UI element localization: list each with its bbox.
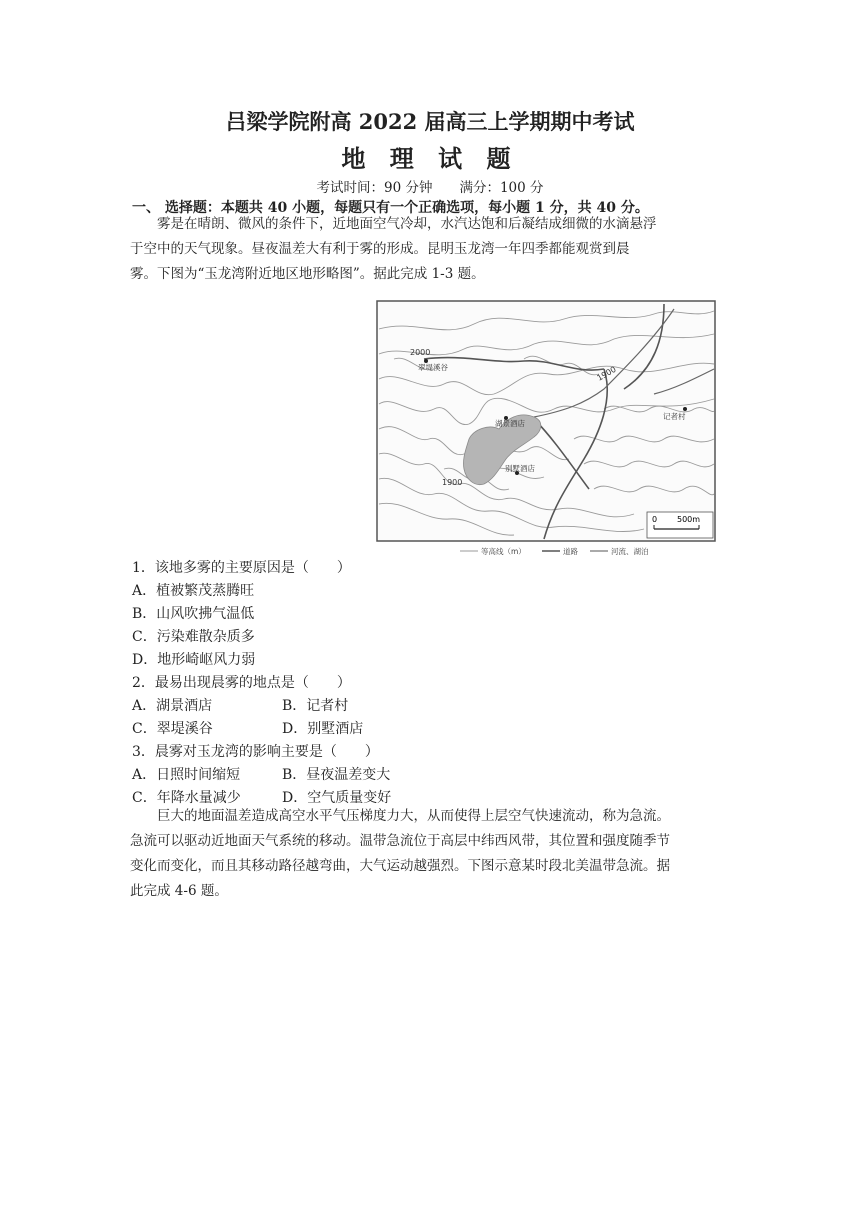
passage-line: 急流可以驱动近地面天气系统的移动。温带急流位于高层中纬西风带，其位置和强度随季节 xyxy=(130,833,670,849)
passage-2 xyxy=(130,804,730,904)
scale-label: 0 xyxy=(652,515,658,524)
map-svg xyxy=(374,299,717,558)
subject-title: 地 理 试 题 xyxy=(341,144,519,173)
question-3-stem: 3．晨雾对玉龙湾的影响主要是（ ） xyxy=(132,744,379,760)
legend-river: 河流、湖泊 xyxy=(611,547,649,556)
map-label: 2000 xyxy=(410,348,431,357)
passage-line: 此完成 4-6 题。 xyxy=(130,883,228,899)
question-2-stem: 2．最易出现晨雾的地点是（ ） xyxy=(132,675,351,691)
map-label: 湖景酒店 xyxy=(495,419,525,428)
passage-line: 雾。下图为“玉龙湾附近地区地形略图”。据此完成 1-3 题。 xyxy=(130,266,485,282)
option: B．昼夜温差变大 xyxy=(282,767,391,783)
map-label: 翠堤溪谷 xyxy=(418,363,448,372)
option: C．年降水量减少 xyxy=(132,790,241,806)
option: A．日照时间缩短 xyxy=(132,767,241,783)
passage-line: 于空中的天气现象。昼夜温差大有利于雾的形成。昆明玉龙湾一年四季都能观赏到晨 xyxy=(130,241,630,257)
option: C．污染难散杂质多 xyxy=(132,629,255,645)
option: D．空气质量变好 xyxy=(282,790,392,806)
legend-contour: 等高线（m） xyxy=(481,547,526,556)
scale-label: 500m xyxy=(677,515,701,524)
map-label: 1900 xyxy=(442,478,463,487)
marker-jizhe xyxy=(683,407,687,411)
option: B．记者村 xyxy=(282,698,349,714)
passage-line: 变化而变化，而且其移动路径越弯曲，大气运动越强烈。下图示意某时段北美温带急流。据 xyxy=(130,858,670,874)
question-1-stem: 1．该地多雾的主要原因是（ ） xyxy=(132,560,351,576)
exam-meta: 考试时间：90 分钟 满分：100 分 xyxy=(316,180,544,196)
map-label: 1900 xyxy=(595,364,618,383)
map-label: 别墅酒店 xyxy=(505,464,535,473)
option: A．湖景酒店 xyxy=(132,698,213,714)
exam-title: 吕梁学院附高 2022 届高三上学期期中考试 xyxy=(225,109,635,134)
topographic-map xyxy=(374,299,717,558)
option: D．地形崎岖风力弱 xyxy=(132,652,256,668)
option: B．山风吹拂气温低 xyxy=(132,606,255,622)
map-label: 记者村 xyxy=(663,412,686,421)
section-heading: 一、 选择题：本题共 40 小题，每题只有一个正确选项，每小题 1 分，共 40 分。 xyxy=(132,200,649,216)
option: C．翠堤溪谷 xyxy=(132,721,213,737)
passage-line: 雾是在晴朗、微风的条件下，近地面空气冷却，水汽达饱和后凝结成细微的水滴悬浮 xyxy=(130,216,657,232)
passage-1 xyxy=(130,212,730,287)
scale-bar xyxy=(647,512,713,538)
passage-line: 巨大的地面温差造成高空水平气压梯度力大，从而使得上层空气快速流动，称为急流。 xyxy=(130,808,670,824)
option: A．植被繁茂蒸腾旺 xyxy=(132,583,255,599)
option: D．别墅酒店 xyxy=(282,721,364,737)
legend-road: 道路 xyxy=(563,547,578,556)
